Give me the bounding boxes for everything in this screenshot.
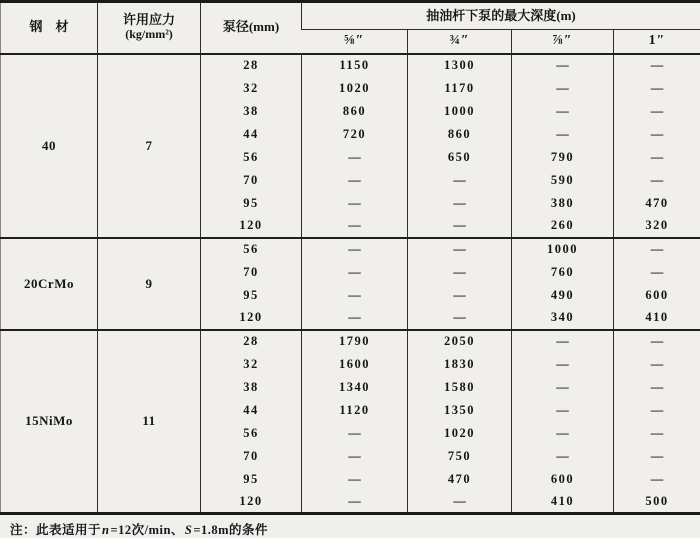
col-header-stress-unit: (kg/mm²): [98, 28, 200, 42]
depth-value-cell: 760: [512, 261, 614, 284]
depth-empty-cell: —: [614, 445, 700, 468]
depth-value-cell: 1340: [302, 376, 408, 399]
col-header-rod-size-7-8: ⅞″: [512, 30, 614, 54]
col-header-steel: 钢 材: [1, 2, 98, 54]
table-row: [1, 54, 700, 77]
depth-empty-cell: —: [408, 215, 512, 238]
depth-empty-cell: —: [512, 422, 614, 445]
pump-diameter-cell: 95: [201, 284, 302, 307]
depth-empty-cell: —: [614, 376, 700, 399]
table-row: [1, 330, 700, 353]
pump-diameter-cell: 32: [201, 77, 302, 100]
depth-value-cell: 410: [614, 307, 700, 330]
table-header: [1, 2, 700, 54]
depth-empty-cell: —: [512, 100, 614, 123]
depth-empty-cell: —: [614, 100, 700, 123]
depth-value-cell: 1790: [302, 330, 408, 353]
depth-value-cell: 320: [614, 215, 700, 238]
depth-value-cell: 410: [512, 491, 614, 514]
pump-diameter-cell: 120: [201, 307, 302, 330]
depth-empty-cell: —: [614, 261, 700, 284]
depth-value-cell: 260: [512, 215, 614, 238]
steel-group: [1, 330, 700, 514]
pump-diameter-cell: 38: [201, 376, 302, 399]
note-text: 注：此表适用于: [10, 523, 101, 537]
pump-diameter-cell: 28: [201, 330, 302, 353]
depth-empty-cell: —: [302, 284, 408, 307]
depth-value-cell: 1830: [408, 353, 512, 376]
depth-empty-cell: —: [614, 54, 700, 77]
depth-empty-cell: —: [614, 146, 700, 169]
col-header-stress: [98, 2, 201, 54]
depth-value-cell: 1350: [408, 399, 512, 422]
depth-value-cell: 600: [512, 468, 614, 491]
pump-diameter-cell: 44: [201, 399, 302, 422]
pump-diameter-cell: 32: [201, 353, 302, 376]
pump-diameter-cell: 56: [201, 422, 302, 445]
depth-empty-cell: —: [512, 77, 614, 100]
depth-empty-cell: —: [614, 353, 700, 376]
depth-empty-cell: —: [302, 422, 408, 445]
pump-diameter-cell: 56: [201, 238, 302, 261]
depth-value-cell: 380: [512, 192, 614, 215]
depth-value-cell: 1120: [302, 399, 408, 422]
pump-diameter-cell: 56: [201, 146, 302, 169]
depth-value-cell: 500: [614, 491, 700, 514]
depth-value-cell: 1170: [408, 77, 512, 100]
depth-empty-cell: —: [302, 307, 408, 330]
depth-value-cell: 750: [408, 445, 512, 468]
depth-empty-cell: —: [408, 491, 512, 514]
pump-diameter-cell: 70: [201, 445, 302, 468]
allowable-stress-cell: 11: [98, 330, 201, 514]
depth-empty-cell: —: [512, 54, 614, 77]
depth-empty-cell: —: [614, 330, 700, 353]
depth-empty-cell: —: [408, 238, 512, 261]
depth-empty-cell: —: [302, 445, 408, 468]
steel-grade-cell: 15NiMo: [1, 330, 98, 514]
depth-empty-cell: —: [408, 192, 512, 215]
depth-empty-cell: —: [614, 238, 700, 261]
depth-empty-cell: —: [512, 399, 614, 422]
steel-grade-cell: 20CrMo: [1, 238, 98, 330]
pump-diameter-cell: 28: [201, 54, 302, 77]
depth-empty-cell: —: [302, 491, 408, 514]
pump-diameter-cell: 44: [201, 123, 302, 146]
pump-diameter-cell: 95: [201, 468, 302, 491]
depth-value-cell: 1580: [408, 376, 512, 399]
depth-value-cell: 470: [408, 468, 512, 491]
depth-value-cell: 1600: [302, 353, 408, 376]
note-var-s: S: [184, 523, 193, 537]
pump-diameter-cell: 38: [201, 100, 302, 123]
depth-empty-cell: —: [512, 330, 614, 353]
table-row: [1, 238, 700, 261]
steel-grade-cell: 40: [1, 54, 98, 238]
depth-empty-cell: —: [302, 468, 408, 491]
steel-group: [1, 238, 700, 330]
note-text: =1.8m的条件: [193, 523, 268, 537]
col-header-stress-label: 许用应力: [98, 13, 200, 28]
depth-empty-cell: —: [614, 169, 700, 192]
depth-empty-cell: —: [408, 261, 512, 284]
col-header-depth-group: 抽油杆下泵的最大深度(m): [302, 2, 700, 30]
depth-value-cell: 340: [512, 307, 614, 330]
col-header-pump-diameter: 泵径(mm): [201, 2, 302, 54]
depth-value-cell: 650: [408, 146, 512, 169]
allowable-stress-cell: 9: [98, 238, 201, 330]
depth-empty-cell: —: [614, 399, 700, 422]
depth-value-cell: 790: [512, 146, 614, 169]
depth-empty-cell: —: [614, 422, 700, 445]
pump-diameter-cell: 120: [201, 215, 302, 238]
depth-empty-cell: —: [408, 307, 512, 330]
allowable-stress-cell: 7: [98, 54, 201, 238]
col-header-rod-size-5-8: ⅝″: [302, 30, 408, 54]
depth-empty-cell: —: [512, 353, 614, 376]
steel-group: [1, 54, 700, 238]
col-header-rod-size-3-4: ¾″: [408, 30, 512, 54]
depth-empty-cell: —: [614, 123, 700, 146]
pump-diameter-cell: 120: [201, 491, 302, 514]
depth-empty-cell: —: [512, 445, 614, 468]
pump-diameter-cell: 70: [201, 169, 302, 192]
col-header-rod-size-1: 1″: [614, 30, 700, 54]
depth-empty-cell: —: [302, 192, 408, 215]
depth-value-cell: 590: [512, 169, 614, 192]
note-text: =12次/min、: [110, 523, 183, 537]
depth-value-cell: 860: [408, 123, 512, 146]
depth-value-cell: 600: [614, 284, 700, 307]
depth-value-cell: 1000: [512, 238, 614, 261]
depth-empty-cell: —: [512, 376, 614, 399]
header-row-top: [1, 2, 700, 30]
table-note: [0, 520, 700, 538]
depth-empty-cell: —: [614, 468, 700, 491]
pump-diameter-cell: 95: [201, 192, 302, 215]
depth-value-cell: 860: [302, 100, 408, 123]
pump-diameter-cell: 70: [201, 261, 302, 284]
depth-value-cell: 1150: [302, 54, 408, 77]
note-var-n: n: [101, 523, 110, 537]
depth-value-cell: 470: [614, 192, 700, 215]
depth-value-cell: 1020: [302, 77, 408, 100]
depth-empty-cell: —: [302, 238, 408, 261]
depth-empty-cell: —: [614, 77, 700, 100]
depth-empty-cell: —: [302, 146, 408, 169]
depth-empty-cell: —: [408, 284, 512, 307]
depth-empty-cell: —: [302, 261, 408, 284]
depth-value-cell: 720: [302, 123, 408, 146]
depth-empty-cell: —: [302, 215, 408, 238]
depth-value-cell: 1020: [408, 422, 512, 445]
depth-empty-cell: —: [512, 123, 614, 146]
depth-value-cell: 1000: [408, 100, 512, 123]
depth-value-cell: 1300: [408, 54, 512, 77]
depth-value-cell: 490: [512, 284, 614, 307]
depth-empty-cell: —: [302, 169, 408, 192]
depth-value-cell: 2050: [408, 330, 512, 353]
depth-empty-cell: —: [408, 169, 512, 192]
